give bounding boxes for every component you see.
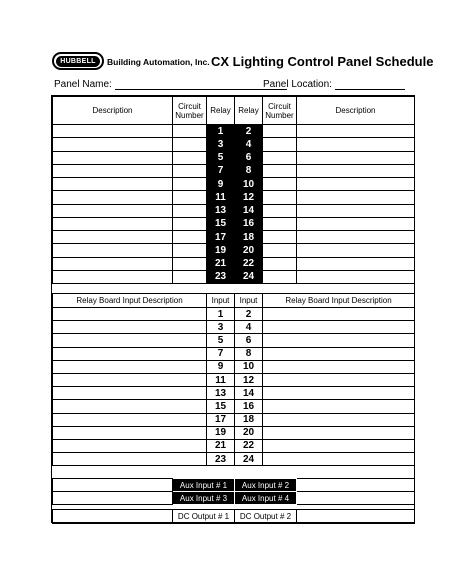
circuit-cell-left[interactable] [173, 231, 207, 244]
number-left: 9 [207, 178, 235, 191]
circuit-cell-left[interactable] [173, 138, 207, 151]
input-table [52, 293, 415, 466]
aux-section [52, 478, 414, 505]
description-cell-left[interactable] [53, 400, 207, 413]
number-right: 18 [235, 413, 263, 426]
hubbell-logo [52, 52, 104, 70]
aux-blank-right[interactable] [297, 479, 415, 492]
number-left: 13 [207, 387, 235, 400]
table-row [53, 373, 415, 386]
number-left: 21 [207, 439, 235, 452]
panel-location-field[interactable] [263, 79, 405, 90]
description-cell-left[interactable] [53, 178, 173, 191]
logo-text: HUBBELL [56, 56, 100, 67]
table-row [53, 191, 415, 204]
number-right: 16 [235, 217, 263, 230]
description-cell-left[interactable] [53, 138, 173, 151]
number-right: 14 [235, 387, 263, 400]
number-left: 3 [207, 138, 235, 151]
description-cell-left[interactable] [53, 347, 207, 360]
description-cell-right[interactable] [263, 413, 415, 426]
description-header-right: Description [297, 97, 415, 125]
description-cell-right[interactable] [263, 334, 415, 347]
description-cell-left[interactable] [53, 270, 173, 283]
description-cell-right[interactable] [263, 439, 415, 452]
description-cell-right[interactable] [263, 387, 415, 400]
table-row [53, 138, 415, 151]
circuit-header-right: Circuit Number [263, 97, 297, 125]
dc-table [52, 509, 415, 524]
description-cell-left[interactable] [53, 125, 173, 138]
table-row [53, 244, 415, 257]
description-cell-right[interactable] [297, 231, 415, 244]
table-row [53, 426, 415, 439]
number-right: 4 [235, 321, 263, 334]
circuit-cell-left[interactable] [173, 244, 207, 257]
number-left: 5 [207, 334, 235, 347]
number-right: 6 [235, 151, 263, 164]
dc-blank-right[interactable] [297, 510, 415, 524]
number-right: 4 [235, 138, 263, 151]
table-row [53, 151, 415, 164]
table-row [53, 125, 415, 138]
relay-header-row [53, 97, 415, 125]
number-right: 8 [235, 164, 263, 177]
table-row [53, 178, 415, 191]
circuit-cell-right[interactable] [263, 125, 297, 138]
number-left: 17 [207, 413, 235, 426]
table-row [53, 439, 415, 452]
number-right: 12 [235, 373, 263, 386]
circuit-cell-left[interactable] [173, 191, 207, 204]
aux-input-2: Aux Input # 2 [235, 479, 297, 492]
number-left: 3 [207, 321, 235, 334]
table-row [53, 270, 415, 283]
description-cell-right[interactable] [263, 373, 415, 386]
number-right: 24 [235, 270, 263, 283]
description-cell-left[interactable] [53, 231, 173, 244]
dc-row [53, 510, 415, 524]
description-cell-left[interactable] [53, 244, 173, 257]
input-header-left: Input [207, 294, 235, 308]
relay-rows [53, 125, 415, 284]
number-left: 11 [207, 191, 235, 204]
description-cell-left[interactable] [53, 164, 173, 177]
number-left: 7 [207, 164, 235, 177]
dc-section [52, 509, 414, 524]
schedule-sheet [51, 95, 415, 523]
number-left: 1 [207, 125, 235, 138]
description-cell-right[interactable] [263, 308, 415, 321]
circuit-cell-right[interactable] [263, 164, 297, 177]
description-cell-left[interactable] [53, 217, 173, 230]
circuit-header-left: Circuit Number [173, 97, 207, 125]
relay-section [52, 96, 414, 284]
table-row [53, 308, 415, 321]
aux-input-4: Aux Input # 4 [235, 492, 297, 505]
description-cell-right[interactable] [297, 138, 415, 151]
number-left: 5 [207, 151, 235, 164]
description-cell-left[interactable] [53, 308, 207, 321]
description-header-left: Description [53, 97, 173, 125]
page-title: CX Lighting Control Panel Schedule [211, 54, 434, 69]
table-row [53, 164, 415, 177]
number-left: 13 [207, 204, 235, 217]
relay-header-left: Relay [207, 97, 235, 125]
table-row [53, 321, 415, 334]
table-row [53, 334, 415, 347]
circuit-cell-left[interactable] [173, 204, 207, 217]
aux-input-3: Aux Input # 3 [173, 492, 235, 505]
number-left: 1 [207, 308, 235, 321]
number-left: 23 [207, 453, 235, 466]
description-cell-right[interactable] [297, 178, 415, 191]
description-cell-right[interactable] [263, 426, 415, 439]
description-cell-right[interactable] [297, 151, 415, 164]
aux-blank-right[interactable] [297, 492, 415, 505]
panel-name-label: Panel Name: [54, 79, 112, 90]
number-right: 14 [235, 204, 263, 217]
number-right: 24 [235, 453, 263, 466]
circuit-cell-left[interactable] [173, 151, 207, 164]
input-rows [53, 308, 415, 466]
number-left: 7 [207, 347, 235, 360]
circuit-cell-left[interactable] [173, 164, 207, 177]
description-cell-left[interactable] [53, 387, 207, 400]
number-left: 15 [207, 400, 235, 413]
description-cell-left[interactable] [53, 204, 173, 217]
relay-table [52, 96, 415, 284]
circuit-cell-right[interactable] [263, 217, 297, 230]
dc-output-2: DC Output # 2 [235, 510, 297, 524]
description-cell-left[interactable] [53, 439, 207, 452]
number-left: 17 [207, 231, 235, 244]
description-cell-right[interactable] [297, 125, 415, 138]
table-row [53, 400, 415, 413]
number-right: 16 [235, 400, 263, 413]
panel-location-line[interactable] [335, 80, 405, 90]
panel-name-field[interactable] [54, 79, 287, 90]
description-cell-right[interactable] [263, 321, 415, 334]
number-left: 23 [207, 270, 235, 283]
aux-input-1: Aux Input # 1 [173, 479, 235, 492]
table-row [53, 231, 415, 244]
table-row [53, 204, 415, 217]
description-cell-left[interactable] [53, 413, 207, 426]
number-left: 19 [207, 426, 235, 439]
description-cell-left[interactable] [53, 151, 173, 164]
number-right: 20 [235, 244, 263, 257]
aux-row-2 [53, 492, 415, 505]
table-row [53, 413, 415, 426]
description-cell-left[interactable] [53, 321, 207, 334]
company-name: Building Automation, Inc. [107, 57, 210, 67]
panel-location-label: Panel Location: [263, 79, 332, 90]
circuit-cell-left[interactable] [173, 270, 207, 283]
aux-row-1 [53, 479, 415, 492]
number-right: 2 [235, 125, 263, 138]
description-cell-right[interactable] [297, 191, 415, 204]
table-row [53, 347, 415, 360]
number-right: 20 [235, 426, 263, 439]
description-cell-right[interactable] [297, 217, 415, 230]
number-right: 8 [235, 347, 263, 360]
number-left: 9 [207, 360, 235, 373]
table-row [53, 217, 415, 230]
description-cell-left[interactable] [53, 453, 207, 466]
relay-header-right: Relay [235, 97, 263, 125]
table-row [53, 453, 415, 466]
circuit-cell-left[interactable] [173, 178, 207, 191]
description-cell-right[interactable] [263, 400, 415, 413]
number-right: 18 [235, 231, 263, 244]
circuit-cell-right[interactable] [263, 257, 297, 270]
table-row [53, 387, 415, 400]
circuit-cell-right[interactable] [263, 270, 297, 283]
circuit-cell-right[interactable] [263, 138, 297, 151]
table-row [53, 257, 415, 270]
input-description-header-left: Relay Board Input Description [53, 294, 207, 308]
number-left: 11 [207, 373, 235, 386]
circuit-cell-right[interactable] [263, 204, 297, 217]
description-cell-right[interactable] [263, 453, 415, 466]
number-left: 19 [207, 244, 235, 257]
number-right: 10 [235, 360, 263, 373]
number-right: 22 [235, 439, 263, 452]
description-cell-left[interactable] [53, 257, 173, 270]
description-cell-right[interactable] [297, 257, 415, 270]
circuit-cell-left[interactable] [173, 217, 207, 230]
input-description-header-right: Relay Board Input Description [263, 294, 415, 308]
circuit-cell-right[interactable] [263, 178, 297, 191]
number-right: 22 [235, 257, 263, 270]
circuit-cell-left[interactable] [173, 257, 207, 270]
number-left: 21 [207, 257, 235, 270]
description-cell-left[interactable] [53, 373, 207, 386]
number-right: 12 [235, 191, 263, 204]
circuit-cell-right[interactable] [263, 244, 297, 257]
number-right: 2 [235, 308, 263, 321]
description-cell-left[interactable] [53, 360, 207, 373]
input-header-row [53, 294, 415, 308]
dc-blank-left[interactable] [53, 510, 173, 524]
input-header-right: Input [235, 294, 263, 308]
description-cell-left[interactable] [53, 191, 173, 204]
dc-output-1: DC Output # 1 [173, 510, 235, 524]
aux-blank-left[interactable] [53, 479, 173, 492]
description-cell-right[interactable] [297, 164, 415, 177]
description-cell-right[interactable] [297, 204, 415, 217]
description-cell-right[interactable] [263, 347, 415, 360]
description-cell-right[interactable] [263, 360, 415, 373]
description-cell-right[interactable] [297, 244, 415, 257]
description-cell-left[interactable] [53, 334, 207, 347]
number-right: 6 [235, 334, 263, 347]
table-row [53, 360, 415, 373]
input-section [52, 293, 414, 466]
aux-blank-left[interactable] [53, 492, 173, 505]
circuit-cell-left[interactable] [173, 125, 207, 138]
panel-name-line[interactable] [115, 80, 287, 90]
number-right: 10 [235, 178, 263, 191]
number-left: 15 [207, 217, 235, 230]
description-cell-right[interactable] [297, 270, 415, 283]
circuit-cell-right[interactable] [263, 191, 297, 204]
circuit-cell-right[interactable] [263, 151, 297, 164]
circuit-cell-right[interactable] [263, 231, 297, 244]
description-cell-left[interactable] [53, 426, 207, 439]
aux-table [52, 478, 415, 505]
